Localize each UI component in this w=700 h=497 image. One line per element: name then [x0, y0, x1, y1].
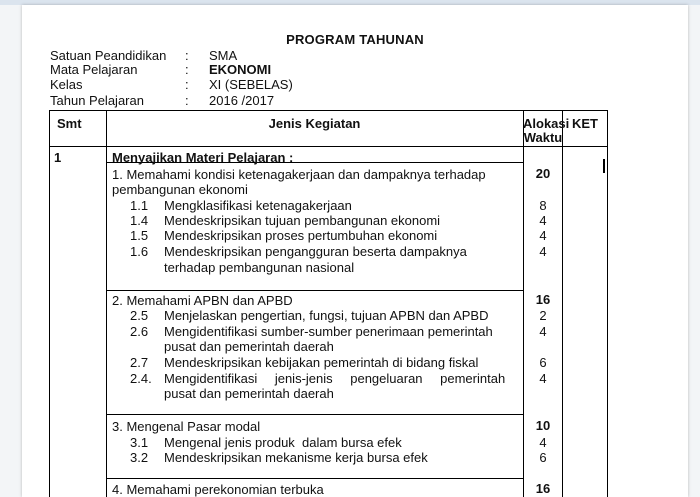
item-value: 4	[539, 213, 547, 228]
item-text: Mendeskripsikan kebijakan pemerintah di bidang fiskal	[164, 355, 479, 370]
page-title: PROGRAM TAHUNAN	[286, 32, 424, 47]
group-label-continued: pembangunan ekonomi	[112, 182, 248, 197]
item-number: 1.4	[130, 213, 149, 228]
item-value: 4	[539, 228, 547, 243]
item-number: 1.6	[130, 244, 149, 259]
table-border	[49, 146, 608, 147]
header-alokasi: Alokasi	[523, 116, 570, 131]
semester-number: 1	[54, 150, 62, 165]
text-cursor	[603, 159, 605, 173]
group-label: 4. Memahami perekonomian terbuka	[112, 482, 324, 497]
item-text: Mengidentifikasi sumber-sumber penerimaan pemerintah	[164, 324, 493, 339]
item-value: 8	[539, 198, 547, 213]
group-total: 16	[535, 481, 551, 496]
info-separator: :	[185, 77, 189, 92]
table-border	[106, 110, 107, 497]
info-label-class: Kelas	[50, 77, 83, 92]
item-text: Mendeskripsikan proses pertumbuhan ekonomi	[164, 228, 438, 243]
item-number: 2.6	[130, 324, 149, 339]
item-number: 1.5	[130, 228, 149, 243]
item-value: 4	[539, 371, 547, 386]
item-text-continued: pusat dan pemerintah daerah	[164, 386, 334, 401]
table-border	[49, 110, 608, 111]
item-value: 4	[539, 244, 547, 259]
info-separator: :	[185, 93, 189, 108]
table-border	[106, 414, 523, 415]
table-border	[106, 290, 523, 291]
item-text: Mendeskripsikan mekanisme kerja bursa efek	[164, 450, 428, 465]
item-number: 2.7	[130, 355, 149, 370]
item-number: 2.4.	[130, 371, 152, 386]
item-value: 2	[539, 308, 547, 323]
item-value: 6	[539, 355, 547, 370]
item-number: 3.1	[130, 435, 149, 450]
document-page	[22, 5, 688, 497]
header-smt: Smt	[57, 116, 82, 131]
item-number: 3.2	[130, 450, 149, 465]
info-label-school: Satuan Peandidikan	[50, 48, 167, 63]
info-separator: :	[185, 48, 189, 63]
header-jenis-kegiatan: Jenis Kegiatan	[268, 116, 361, 131]
item-text-continued: pusat dan pemerintah daerah	[164, 339, 334, 354]
table-border	[106, 478, 523, 479]
info-value-school: SMA	[209, 48, 238, 63]
group-total: 16	[535, 292, 551, 307]
item-number: 2.5	[130, 308, 149, 323]
item-text: Mengidentifikasi jenis-jenis pengeluaran pemerintah	[164, 371, 506, 386]
info-separator: :	[185, 62, 189, 77]
group-total: 20	[535, 166, 551, 181]
table-border	[607, 110, 608, 497]
group-label: 2. Memahami APBN dan APBD	[112, 293, 293, 308]
item-text: Mendeskripsikan tujuan pembangunan ekonomi	[164, 213, 441, 228]
item-text-continued: terhadap pembangunan nasional	[164, 260, 355, 275]
info-label-subject: Mata Pelajaran	[50, 62, 138, 77]
item-text: Mengenal jenis produk dalam bursa efek	[164, 435, 402, 450]
info-label-year: Tahun Pelajaran	[50, 93, 144, 108]
section-title: Menyajikan Materi Pelajaran :	[112, 150, 294, 165]
program-table	[49, 110, 608, 497]
table-border	[49, 110, 50, 497]
item-text: Mendeskripsikan pengangguran beserta dampaknya	[164, 244, 467, 259]
group-label: 3. Mengenal Pasar modal	[112, 419, 261, 434]
item-value: 6	[539, 450, 547, 465]
group-total: 10	[535, 418, 551, 433]
item-number: 1.1	[130, 198, 149, 213]
header-waktu: Waktu	[523, 130, 563, 145]
info-value-year: 2016 /2017	[209, 93, 275, 108]
group-label: 1. Memahami kondisi ketenagakerjaan dan dampaknya terhadap	[112, 167, 486, 182]
item-value: 4	[539, 324, 547, 339]
item-text: Mengklasifikasi ketenagakerjaan	[164, 198, 352, 213]
info-value-subject: EKONOMI	[209, 62, 272, 77]
item-value: 4	[539, 435, 547, 450]
header-ket: KET	[572, 116, 598, 131]
info-value-class: XI (SEBELAS)	[209, 77, 293, 92]
item-text: Menjelaskan pengertian, fungsi, tujuan APBN dan APBD	[164, 308, 489, 323]
